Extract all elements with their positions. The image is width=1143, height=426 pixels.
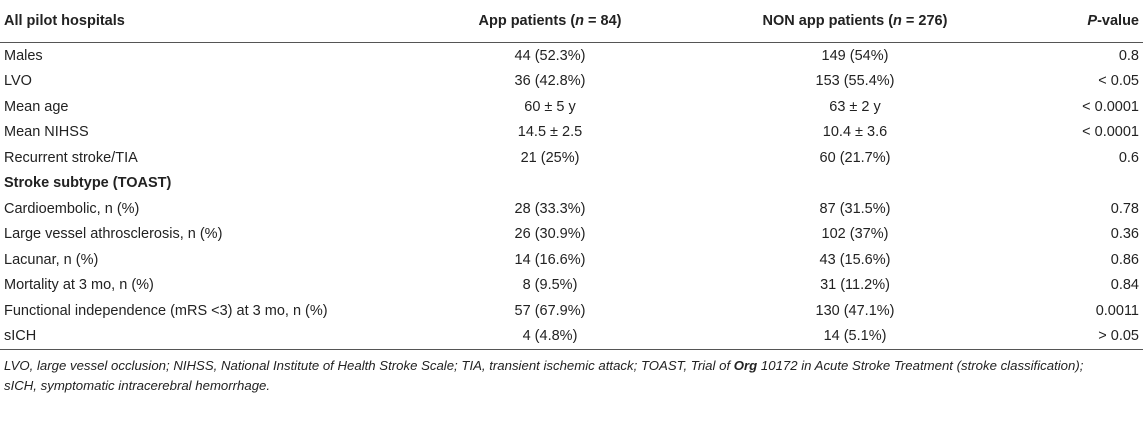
row-non-app-value: 10.4 ± 3.6 — [822, 124, 888, 141]
table-row — [0, 247, 1143, 273]
row-non-app-value: 149 (54%) — [821, 47, 889, 64]
table-row — [0, 43, 1143, 69]
row-app-value: 28 (33.3%) — [514, 200, 586, 217]
row-label: sICH — [0, 324, 400, 350]
row-label: Lacunar, n (%) — [4, 251, 99, 268]
row-p-value: 0.8 — [1118, 47, 1139, 64]
footnote-bold-org: Org — [733, 358, 758, 373]
header-non-app-patients — [700, 0, 1010, 43]
footnote-part2: 10172 in Acute Stroke Treatment (stroke classification); — [757, 358, 1084, 373]
row-p-value: 0.6 — [1118, 149, 1139, 166]
header-non-app-n: n — [893, 13, 902, 29]
row-app-value: 14.5 ± 2.5 — [517, 124, 583, 141]
row-non-app-value: 31 (11.2%) — [820, 277, 890, 294]
header-p-suffix: -value — [1097, 13, 1139, 29]
row-label: Mortality at 3 mo, n (%) — [4, 277, 154, 294]
row-p-value: 0.86 — [1110, 251, 1139, 268]
table-row — [0, 298, 1143, 324]
row-label: Functional independence (mRS <3) at 3 mo, n (%) — [4, 302, 328, 319]
row-app-value: 14 (16.6%) — [514, 251, 586, 268]
table-row — [0, 120, 1143, 146]
table-row — [0, 222, 1143, 248]
row-label: Cardioembolic, n (%) — [4, 200, 140, 217]
table-body — [0, 43, 1143, 350]
table-row — [0, 196, 1143, 222]
row-non-app-value: 60 (21.7%) — [819, 149, 891, 166]
table-row — [0, 273, 1143, 299]
header-p-value — [1010, 0, 1143, 43]
row-p-value: < 0.0001 — [1082, 98, 1139, 115]
row-app-value: 60 ± 5 y — [524, 98, 576, 115]
row-non-app-value: 14 (5.1%) — [700, 324, 1010, 350]
row-label: Males — [4, 47, 43, 64]
row-app-value: 4 (4.8%) — [400, 324, 700, 350]
header-app-n: n — [575, 13, 585, 29]
row-label: Recurrent stroke/TIA — [4, 149, 138, 166]
row-label: Large vessel athrosclerosis, n (%) — [4, 226, 223, 243]
row-app-value: 36 (42.8%) — [514, 73, 586, 90]
row-app-value: 26 (30.9%) — [514, 226, 586, 243]
header-app-suffix: = 84) — [584, 13, 622, 29]
header-non-app-prefix: NON app patients ( — [762, 13, 894, 29]
table-row — [0, 324, 1143, 350]
row-app-value: 21 (25%) — [520, 149, 580, 166]
row-label: Mean age — [4, 98, 69, 115]
table-row — [0, 145, 1143, 171]
table-row — [0, 69, 1143, 95]
row-label: Stroke subtype (TOAST) — [4, 175, 172, 192]
row-p-value: < 0.05 — [1098, 73, 1139, 90]
row-label: LVO — [4, 73, 32, 90]
row-label: Mean NIHSS — [4, 124, 89, 141]
row-p-value: 0.78 — [1110, 200, 1139, 217]
table-header-row — [0, 0, 1143, 43]
footnote-line2: sICH, symptomatic intracerebral hemorrhage. — [4, 378, 271, 393]
header-app-patients — [400, 0, 700, 43]
row-app-value: 57 (67.9%) — [514, 302, 586, 319]
table-row — [0, 94, 1143, 120]
row-app-value — [400, 171, 700, 197]
row-non-app-value: 87 (31.5%) — [819, 200, 891, 217]
row-non-app-value: 43 (15.6%) — [819, 251, 891, 268]
table-footnote — [4, 356, 1140, 396]
row-non-app-value — [700, 171, 1010, 197]
row-p-value: < 0.0001 — [1082, 124, 1139, 141]
row-non-app-value: 63 ± 2 y — [829, 98, 881, 115]
header-p-italic: P — [1087, 13, 1098, 29]
table-row — [0, 171, 1143, 197]
header-non-app-suffix: = 276) — [901, 13, 948, 29]
row-non-app-value: 153 (55.4%) — [815, 73, 895, 90]
header-app-prefix: App patients ( — [478, 13, 576, 29]
row-p-value: 0.0011 — [1095, 302, 1139, 319]
row-p-value: > 0.05 — [1010, 324, 1143, 350]
header-all-pilot-hospitals: All pilot hospitals — [0, 0, 400, 43]
row-app-value: 44 (52.3%) — [514, 47, 586, 64]
footnote-part1: LVO, large vessel occlusion; NIHSS, National Institute of Health Stroke Scale; TIA, transient ischemic attack; TOAST, Trial of — [4, 358, 734, 373]
row-p-value: 0.36 — [1110, 226, 1139, 243]
row-p-value: 0.84 — [1110, 277, 1139, 294]
row-p-value — [1010, 171, 1143, 197]
row-non-app-value: 102 (37%) — [821, 226, 889, 243]
row-app-value: 8 (9.5%) — [522, 277, 578, 294]
row-non-app-value: 130 (47.1%) — [815, 302, 895, 319]
